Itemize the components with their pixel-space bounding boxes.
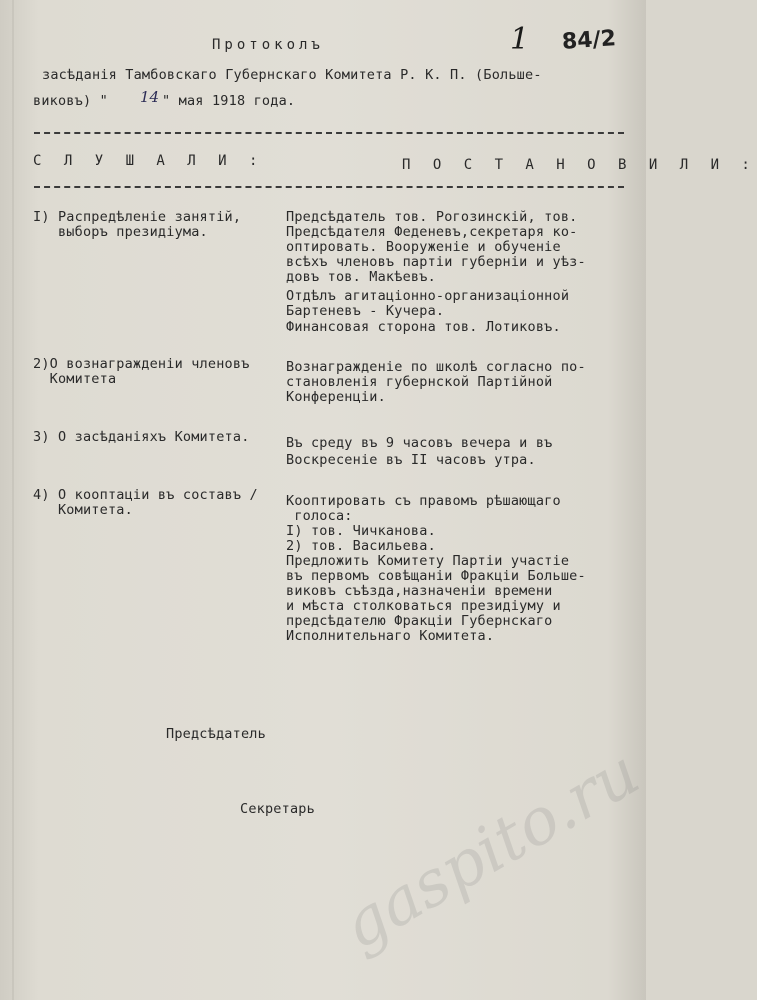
item-4-resolved-line-4: 2) тов. Васильева. bbox=[286, 538, 436, 554]
divider-top bbox=[34, 132, 624, 134]
divider-header bbox=[34, 186, 624, 188]
item-1-resolved-line-3: оптировать. Вооруженіе и обученіе bbox=[286, 239, 561, 255]
item-4-resolved-line-5: Предложить Комитету Партіи участіе bbox=[286, 553, 570, 569]
item-1-resolved-line-6: Отдѣлъ агитаціонно-организаціонной bbox=[286, 288, 570, 304]
site-watermark: gaspito.ru bbox=[330, 735, 652, 965]
page-edge-shadow bbox=[12, 0, 14, 1000]
item-3-resolved-line-1: Въ среду въ 9 часовъ вечера и въ bbox=[286, 435, 553, 451]
item-1-resolved-line-7: Бартеневъ - Кучера. bbox=[286, 303, 445, 319]
item-4-resolved-line-3: I) тов. Чичканова. bbox=[286, 523, 436, 539]
archive-folio-number: 84/2 bbox=[561, 26, 617, 55]
item-4-heard-line-1: 4) О кооптаціи въ составъ / bbox=[33, 487, 258, 503]
intro-line-2-end: " мая 1918 года. bbox=[162, 93, 296, 109]
item-2-heard-line-1: 2)О вознагражденіи членовъ bbox=[33, 356, 250, 372]
item-2-resolved-line-1: Вознагражденіе по школѣ согласно по- bbox=[286, 359, 586, 375]
item-4-heard-line-2: Комитета. bbox=[33, 502, 133, 518]
item-1-resolved-line-8: Финансовая сторона тов. Лотиковъ. bbox=[286, 319, 561, 335]
item-3-resolved-line-2: Воскресеніе въ II часовъ утра. bbox=[286, 452, 536, 468]
chairman-signature-label: Предсѣдатель bbox=[166, 726, 266, 742]
item-4-resolved-line-9: предсѣдателю Фракціи Губернскаго bbox=[286, 613, 553, 629]
handwritten-date-day: 14 bbox=[140, 88, 160, 106]
item-1-resolved-line-1: Предсѣдатель тов. Рогозинскій, тов. bbox=[286, 209, 578, 225]
column-header-heard: С Л У Ш А Л И : bbox=[33, 153, 265, 169]
item-4-resolved-line-2: голоса: bbox=[286, 508, 353, 524]
column-header-resolved: П О С Т А Н О В И Л И : bbox=[402, 157, 757, 173]
intro-line-2-start: виковъ) " bbox=[33, 93, 108, 109]
document-title: Протоколъ bbox=[212, 37, 324, 53]
item-1-heard-line-2: выборъ президіума. bbox=[33, 224, 208, 240]
intro-line-1: засѣданія Тамбовскаго Губернскаго Комитета Р. К. П. (Больше- bbox=[42, 67, 542, 83]
secretary-signature-label: Секретарь bbox=[240, 801, 315, 817]
item-1-heard-line-1: I) Распредѣленіе занятій, bbox=[33, 209, 242, 225]
item-2-resolved-line-3: Конференціи. bbox=[286, 389, 386, 405]
item-4-resolved-line-7: виковъ съѣзда,назначеніи времени bbox=[286, 583, 553, 599]
item-1-resolved-line-4: всѣхъ членовъ партіи губерніи и уѣз- bbox=[286, 254, 586, 270]
item-1-resolved-line-5: довъ тов. Макѣевъ. bbox=[286, 269, 436, 285]
item-3-heard-line-1: 3) О засѣданіяхъ Комитета. bbox=[33, 429, 250, 445]
item-4-resolved-line-6: въ первомъ совѣщаніи Фракціи Больше- bbox=[286, 568, 586, 584]
item-4-resolved-line-10: Исполнительнаго Комитета. bbox=[286, 628, 495, 644]
handwritten-page-number: 1 bbox=[510, 22, 530, 57]
item-4-resolved-line-8: и мѣста столковаться президіуму и bbox=[286, 598, 561, 614]
item-4-resolved-line-1: Кооптировать съ правомъ рѣшающаго bbox=[286, 493, 561, 509]
item-1-resolved-line-2: Предсѣдателя Феденевъ,секретаря ко- bbox=[286, 224, 578, 240]
item-2-heard-line-2: Комитета bbox=[33, 371, 117, 387]
item-2-resolved-line-2: становленія губернской Партійной bbox=[286, 374, 553, 390]
